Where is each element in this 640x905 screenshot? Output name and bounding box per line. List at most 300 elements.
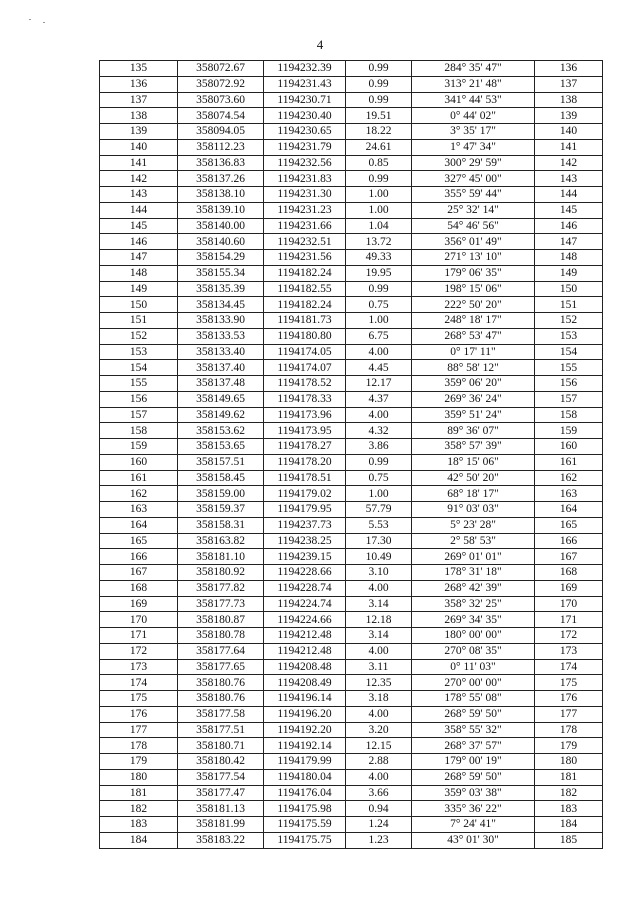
cell-direction-angle: 0° 17' 11" [412, 344, 535, 360]
cell-distance: 10.49 [346, 549, 412, 565]
cell-distance: 19.51 [346, 108, 412, 124]
cell-point-number: 146 [100, 234, 178, 250]
cell-next-point-number: 150 [535, 281, 603, 297]
cell-y-coordinate: 1194230.65 [264, 124, 346, 140]
cell-next-point-number: 183 [535, 801, 603, 817]
table-row [100, 454, 603, 470]
cell-distance: 3.66 [346, 785, 412, 801]
cell-y-coordinate: 1194179.99 [264, 754, 346, 770]
cell-next-point-number: 162 [535, 470, 603, 486]
scan-speck [29, 19, 31, 20]
cell-distance: 3.14 [346, 596, 412, 612]
cell-x-coordinate: 358158.45 [178, 470, 264, 486]
cell-x-coordinate: 358138.10 [178, 187, 264, 203]
cell-y-coordinate: 1194231.30 [264, 187, 346, 203]
cell-next-point-number: 139 [535, 108, 603, 124]
cell-y-coordinate: 1194182.24 [264, 297, 346, 313]
cell-point-number: 153 [100, 344, 178, 360]
table-row [100, 706, 603, 722]
cell-y-coordinate: 1194178.51 [264, 470, 346, 486]
cell-direction-angle: 248° 18' 17" [412, 313, 535, 329]
cell-point-number: 157 [100, 407, 178, 423]
cell-y-coordinate: 1194231.79 [264, 139, 346, 155]
cell-distance: 12.15 [346, 738, 412, 754]
cell-next-point-number: 169 [535, 580, 603, 596]
cell-direction-angle: 91° 03' 03" [412, 502, 535, 518]
cell-y-coordinate: 1194182.24 [264, 265, 346, 281]
cell-next-point-number: 152 [535, 313, 603, 329]
cell-point-number: 167 [100, 565, 178, 581]
cell-y-coordinate: 1194174.05 [264, 344, 346, 360]
cell-point-number: 166 [100, 549, 178, 565]
cell-direction-angle: 358° 55' 32" [412, 722, 535, 738]
cell-y-coordinate: 1194196.20 [264, 706, 346, 722]
cell-direction-angle: 356° 01' 49" [412, 234, 535, 250]
cell-x-coordinate: 358180.71 [178, 738, 264, 754]
cell-x-coordinate: 358149.62 [178, 407, 264, 423]
table-row [100, 769, 603, 785]
cell-direction-angle: 198° 15' 06" [412, 281, 535, 297]
table-row [100, 360, 603, 376]
cell-distance: 3.11 [346, 659, 412, 675]
cell-distance: 3.14 [346, 628, 412, 644]
cell-distance: 4.00 [346, 706, 412, 722]
cell-y-coordinate: 1194175.59 [264, 817, 346, 833]
cell-distance: 0.99 [346, 61, 412, 77]
cell-next-point-number: 173 [535, 643, 603, 659]
cell-direction-angle: 7° 24' 41" [412, 817, 535, 833]
cell-y-coordinate: 1194232.51 [264, 234, 346, 250]
table-row [100, 376, 603, 392]
cell-distance: 0.99 [346, 281, 412, 297]
cell-next-point-number: 154 [535, 344, 603, 360]
cell-distance: 1.00 [346, 202, 412, 218]
cell-next-point-number: 136 [535, 61, 603, 77]
cell-x-coordinate: 358137.26 [178, 171, 264, 187]
table-row [100, 407, 603, 423]
coordinates-table-body [100, 61, 603, 849]
table-row [100, 171, 603, 187]
cell-distance: 24.61 [346, 139, 412, 155]
cell-x-coordinate: 358180.76 [178, 691, 264, 707]
table-row [100, 391, 603, 407]
cell-next-point-number: 137 [535, 76, 603, 92]
cell-y-coordinate: 1194238.25 [264, 533, 346, 549]
cell-y-coordinate: 1194173.95 [264, 423, 346, 439]
table-row [100, 265, 603, 281]
table-row [100, 738, 603, 754]
cell-point-number: 184 [100, 832, 178, 848]
cell-x-coordinate: 358155.34 [178, 265, 264, 281]
cell-x-coordinate: 358177.64 [178, 643, 264, 659]
table-row [100, 832, 603, 848]
cell-point-number: 183 [100, 817, 178, 833]
cell-next-point-number: 140 [535, 124, 603, 140]
table-row [100, 565, 603, 581]
cell-next-point-number: 165 [535, 517, 603, 533]
cell-x-coordinate: 358153.62 [178, 423, 264, 439]
scan-speck [43, 22, 45, 23]
cell-distance: 12.17 [346, 376, 412, 392]
cell-distance: 4.00 [346, 769, 412, 785]
table-row [100, 344, 603, 360]
cell-distance: 0.85 [346, 155, 412, 171]
cell-point-number: 177 [100, 722, 178, 738]
cell-y-coordinate: 1194192.14 [264, 738, 346, 754]
cell-x-coordinate: 358073.60 [178, 92, 264, 108]
cell-next-point-number: 176 [535, 691, 603, 707]
table-row [100, 722, 603, 738]
cell-next-point-number: 143 [535, 171, 603, 187]
cell-y-coordinate: 1194180.80 [264, 328, 346, 344]
table-row [100, 691, 603, 707]
table-row [100, 313, 603, 329]
cell-distance: 1.24 [346, 817, 412, 833]
cell-x-coordinate: 358177.82 [178, 580, 264, 596]
cell-direction-angle: 179° 06' 35" [412, 265, 535, 281]
cell-point-number: 144 [100, 202, 178, 218]
table-row [100, 549, 603, 565]
cell-next-point-number: 161 [535, 454, 603, 470]
cell-point-number: 179 [100, 754, 178, 770]
cell-direction-angle: 359° 06' 20" [412, 376, 535, 392]
cell-next-point-number: 156 [535, 376, 603, 392]
cell-next-point-number: 172 [535, 628, 603, 644]
cell-y-coordinate: 1194239.15 [264, 549, 346, 565]
cell-direction-angle: 359° 03' 38" [412, 785, 535, 801]
cell-distance: 4.00 [346, 407, 412, 423]
cell-y-coordinate: 1194192.20 [264, 722, 346, 738]
cell-point-number: 178 [100, 738, 178, 754]
cell-distance: 4.00 [346, 344, 412, 360]
cell-next-point-number: 171 [535, 612, 603, 628]
cell-distance: 12.35 [346, 675, 412, 691]
cell-distance: 0.99 [346, 454, 412, 470]
cell-x-coordinate: 358181.10 [178, 549, 264, 565]
cell-direction-angle: 179° 00' 19" [412, 754, 535, 770]
cell-y-coordinate: 1194178.20 [264, 454, 346, 470]
cell-direction-angle: 25° 32' 14" [412, 202, 535, 218]
cell-direction-angle: 269° 36' 24" [412, 391, 535, 407]
table-row [100, 817, 603, 833]
cell-direction-angle: 0° 11' 03" [412, 659, 535, 675]
cell-distance: 1.00 [346, 486, 412, 502]
cell-direction-angle: 89° 36' 07" [412, 423, 535, 439]
cell-direction-angle: 269° 01' 01" [412, 549, 535, 565]
cell-next-point-number: 175 [535, 675, 603, 691]
table-row [100, 596, 603, 612]
cell-x-coordinate: 358139.10 [178, 202, 264, 218]
cell-next-point-number: 179 [535, 738, 603, 754]
cell-point-number: 163 [100, 502, 178, 518]
cell-point-number: 142 [100, 171, 178, 187]
cell-next-point-number: 138 [535, 92, 603, 108]
cell-point-number: 135 [100, 61, 178, 77]
cell-y-coordinate: 1194179.95 [264, 502, 346, 518]
cell-next-point-number: 146 [535, 218, 603, 234]
cell-x-coordinate: 358137.48 [178, 376, 264, 392]
cell-next-point-number: 167 [535, 549, 603, 565]
cell-point-number: 175 [100, 691, 178, 707]
cell-next-point-number: 178 [535, 722, 603, 738]
cell-x-coordinate: 358163.82 [178, 533, 264, 549]
cell-point-number: 152 [100, 328, 178, 344]
cell-next-point-number: 149 [535, 265, 603, 281]
cell-point-number: 139 [100, 124, 178, 140]
cell-y-coordinate: 1194230.71 [264, 92, 346, 108]
cell-direction-angle: 1° 47' 34" [412, 139, 535, 155]
cell-distance: 13.72 [346, 234, 412, 250]
table-row [100, 250, 603, 266]
cell-distance: 0.94 [346, 801, 412, 817]
cell-point-number: 156 [100, 391, 178, 407]
cell-x-coordinate: 358177.73 [178, 596, 264, 612]
cell-y-coordinate: 1194173.96 [264, 407, 346, 423]
table-row [100, 801, 603, 817]
cell-direction-angle: 5° 23' 28" [412, 517, 535, 533]
cell-x-coordinate: 358177.54 [178, 769, 264, 785]
cell-y-coordinate: 1194175.75 [264, 832, 346, 848]
table-row [100, 108, 603, 124]
cell-direction-angle: 270° 08' 35" [412, 643, 535, 659]
cell-next-point-number: 153 [535, 328, 603, 344]
cell-x-coordinate: 358149.65 [178, 391, 264, 407]
cell-direction-angle: 355° 59' 44" [412, 187, 535, 203]
table-row [100, 439, 603, 455]
cell-next-point-number: 147 [535, 234, 603, 250]
table-row [100, 124, 603, 140]
cell-point-number: 169 [100, 596, 178, 612]
cell-point-number: 161 [100, 470, 178, 486]
table-row [100, 659, 603, 675]
cell-point-number: 181 [100, 785, 178, 801]
cell-direction-angle: 18° 15' 06" [412, 454, 535, 470]
table-row [100, 470, 603, 486]
cell-y-coordinate: 1194231.56 [264, 250, 346, 266]
cell-point-number: 154 [100, 360, 178, 376]
cell-next-point-number: 180 [535, 754, 603, 770]
cell-point-number: 171 [100, 628, 178, 644]
cell-y-coordinate: 1194196.14 [264, 691, 346, 707]
cell-y-coordinate: 1194178.27 [264, 439, 346, 455]
cell-distance: 3.86 [346, 439, 412, 455]
cell-x-coordinate: 358154.29 [178, 250, 264, 266]
cell-direction-angle: 300° 29' 59" [412, 155, 535, 171]
cell-y-coordinate: 1194212.48 [264, 628, 346, 644]
cell-distance: 4.45 [346, 360, 412, 376]
cell-y-coordinate: 1194178.52 [264, 376, 346, 392]
cell-next-point-number: 157 [535, 391, 603, 407]
table-row [100, 234, 603, 250]
table-row [100, 92, 603, 108]
cell-point-number: 158 [100, 423, 178, 439]
cell-distance: 17.30 [346, 533, 412, 549]
cell-y-coordinate: 1194224.66 [264, 612, 346, 628]
cell-direction-angle: 42° 50' 20" [412, 470, 535, 486]
cell-x-coordinate: 358140.00 [178, 218, 264, 234]
cell-x-coordinate: 358153.65 [178, 439, 264, 455]
cell-distance: 49.33 [346, 250, 412, 266]
cell-x-coordinate: 358112.23 [178, 139, 264, 155]
cell-direction-angle: 358° 32' 25" [412, 596, 535, 612]
cell-x-coordinate: 358133.90 [178, 313, 264, 329]
cell-x-coordinate: 358181.13 [178, 801, 264, 817]
cell-next-point-number: 145 [535, 202, 603, 218]
cell-direction-angle: 268° 59' 50" [412, 769, 535, 785]
cell-point-number: 173 [100, 659, 178, 675]
cell-next-point-number: 164 [535, 502, 603, 518]
cell-y-coordinate: 1194231.43 [264, 76, 346, 92]
cell-x-coordinate: 358140.60 [178, 234, 264, 250]
cell-next-point-number: 158 [535, 407, 603, 423]
cell-direction-angle: 269° 34' 35" [412, 612, 535, 628]
cell-direction-angle: 359° 51' 24" [412, 407, 535, 423]
cell-distance: 4.32 [346, 423, 412, 439]
cell-point-number: 172 [100, 643, 178, 659]
cell-next-point-number: 159 [535, 423, 603, 439]
cell-point-number: 170 [100, 612, 178, 628]
table-row [100, 76, 603, 92]
cell-next-point-number: 181 [535, 769, 603, 785]
table-row [100, 423, 603, 439]
coordinates-table [99, 60, 603, 849]
cell-next-point-number: 144 [535, 187, 603, 203]
table-row [100, 628, 603, 644]
table-row [100, 754, 603, 770]
cell-direction-angle: 180° 00' 00" [412, 628, 535, 644]
cell-x-coordinate: 358074.54 [178, 108, 264, 124]
cell-direction-angle: 2° 58' 53" [412, 533, 535, 549]
cell-distance: 18.22 [346, 124, 412, 140]
cell-y-coordinate: 1194224.74 [264, 596, 346, 612]
table-row [100, 643, 603, 659]
cell-x-coordinate: 358180.92 [178, 565, 264, 581]
cell-y-coordinate: 1194212.48 [264, 643, 346, 659]
table-row [100, 675, 603, 691]
cell-distance: 4.00 [346, 580, 412, 596]
cell-y-coordinate: 1194228.66 [264, 565, 346, 581]
cell-next-point-number: 166 [535, 533, 603, 549]
cell-direction-angle: 284° 35' 47" [412, 61, 535, 77]
cell-point-number: 141 [100, 155, 178, 171]
cell-point-number: 160 [100, 454, 178, 470]
cell-distance: 0.99 [346, 92, 412, 108]
cell-next-point-number: 174 [535, 659, 603, 675]
cell-x-coordinate: 358157.51 [178, 454, 264, 470]
cell-x-coordinate: 358072.67 [178, 61, 264, 77]
cell-y-coordinate: 1194208.49 [264, 675, 346, 691]
cell-distance: 3.10 [346, 565, 412, 581]
table-row [100, 61, 603, 77]
cell-direction-angle: 268° 53' 47" [412, 328, 535, 344]
cell-next-point-number: 170 [535, 596, 603, 612]
cell-next-point-number: 142 [535, 155, 603, 171]
table-row [100, 328, 603, 344]
cell-x-coordinate: 358159.37 [178, 502, 264, 518]
cell-distance: 19.95 [346, 265, 412, 281]
cell-y-coordinate: 1194228.74 [264, 580, 346, 596]
cell-direction-angle: 335° 36' 22" [412, 801, 535, 817]
cell-direction-angle: 268° 42' 39" [412, 580, 535, 596]
cell-next-point-number: 177 [535, 706, 603, 722]
cell-point-number: 162 [100, 486, 178, 502]
cell-x-coordinate: 358181.99 [178, 817, 264, 833]
cell-next-point-number: 168 [535, 565, 603, 581]
cell-x-coordinate: 358134.45 [178, 297, 264, 313]
cell-y-coordinate: 1194175.98 [264, 801, 346, 817]
cell-point-number: 145 [100, 218, 178, 234]
table-row [100, 486, 603, 502]
cell-y-coordinate: 1194208.48 [264, 659, 346, 675]
cell-point-number: 159 [100, 439, 178, 455]
cell-point-number: 137 [100, 92, 178, 108]
table-row [100, 202, 603, 218]
cell-direction-angle: 43° 01' 30" [412, 832, 535, 848]
cell-direction-angle: 271° 13' 10" [412, 250, 535, 266]
cell-distance: 3.20 [346, 722, 412, 738]
cell-y-coordinate: 1194178.33 [264, 391, 346, 407]
cell-x-coordinate: 358133.53 [178, 328, 264, 344]
table-row [100, 139, 603, 155]
cell-distance: 0.75 [346, 297, 412, 313]
page-number: 4 [316, 37, 324, 52]
cell-x-coordinate: 358094.05 [178, 124, 264, 140]
cell-direction-angle: 3° 35' 17" [412, 124, 535, 140]
cell-next-point-number: 160 [535, 439, 603, 455]
cell-point-number: 176 [100, 706, 178, 722]
cell-distance: 4.37 [346, 391, 412, 407]
cell-x-coordinate: 358183.22 [178, 832, 264, 848]
cell-next-point-number: 185 [535, 832, 603, 848]
cell-distance: 2.88 [346, 754, 412, 770]
cell-point-number: 164 [100, 517, 178, 533]
cell-next-point-number: 155 [535, 360, 603, 376]
cell-direction-angle: 222° 50' 20" [412, 297, 535, 313]
cell-x-coordinate: 358180.78 [178, 628, 264, 644]
cell-next-point-number: 163 [535, 486, 603, 502]
cell-point-number: 147 [100, 250, 178, 266]
cell-x-coordinate: 358137.40 [178, 360, 264, 376]
table-row [100, 187, 603, 203]
cell-distance: 6.75 [346, 328, 412, 344]
cell-next-point-number: 182 [535, 785, 603, 801]
cell-direction-angle: 268° 59' 50" [412, 706, 535, 722]
cell-next-point-number: 151 [535, 297, 603, 313]
cell-y-coordinate: 1194232.39 [264, 61, 346, 77]
cell-point-number: 149 [100, 281, 178, 297]
cell-next-point-number: 141 [535, 139, 603, 155]
cell-y-coordinate: 1194231.83 [264, 171, 346, 187]
cell-distance: 5.53 [346, 517, 412, 533]
cell-x-coordinate: 358180.42 [178, 754, 264, 770]
cell-direction-angle: 327° 45' 00" [412, 171, 535, 187]
table-row [100, 502, 603, 518]
table-row [100, 612, 603, 628]
cell-point-number: 150 [100, 297, 178, 313]
cell-x-coordinate: 358072.92 [178, 76, 264, 92]
cell-y-coordinate: 1194182.55 [264, 281, 346, 297]
cell-y-coordinate: 1194231.66 [264, 218, 346, 234]
cell-point-number: 151 [100, 313, 178, 329]
cell-direction-angle: 341° 44' 53" [412, 92, 535, 108]
cell-point-number: 155 [100, 376, 178, 392]
table-row [100, 785, 603, 801]
cell-distance: 0.75 [346, 470, 412, 486]
cell-direction-angle: 88° 58' 12" [412, 360, 535, 376]
cell-distance: 3.18 [346, 691, 412, 707]
cell-x-coordinate: 358159.00 [178, 486, 264, 502]
cell-y-coordinate: 1194232.56 [264, 155, 346, 171]
